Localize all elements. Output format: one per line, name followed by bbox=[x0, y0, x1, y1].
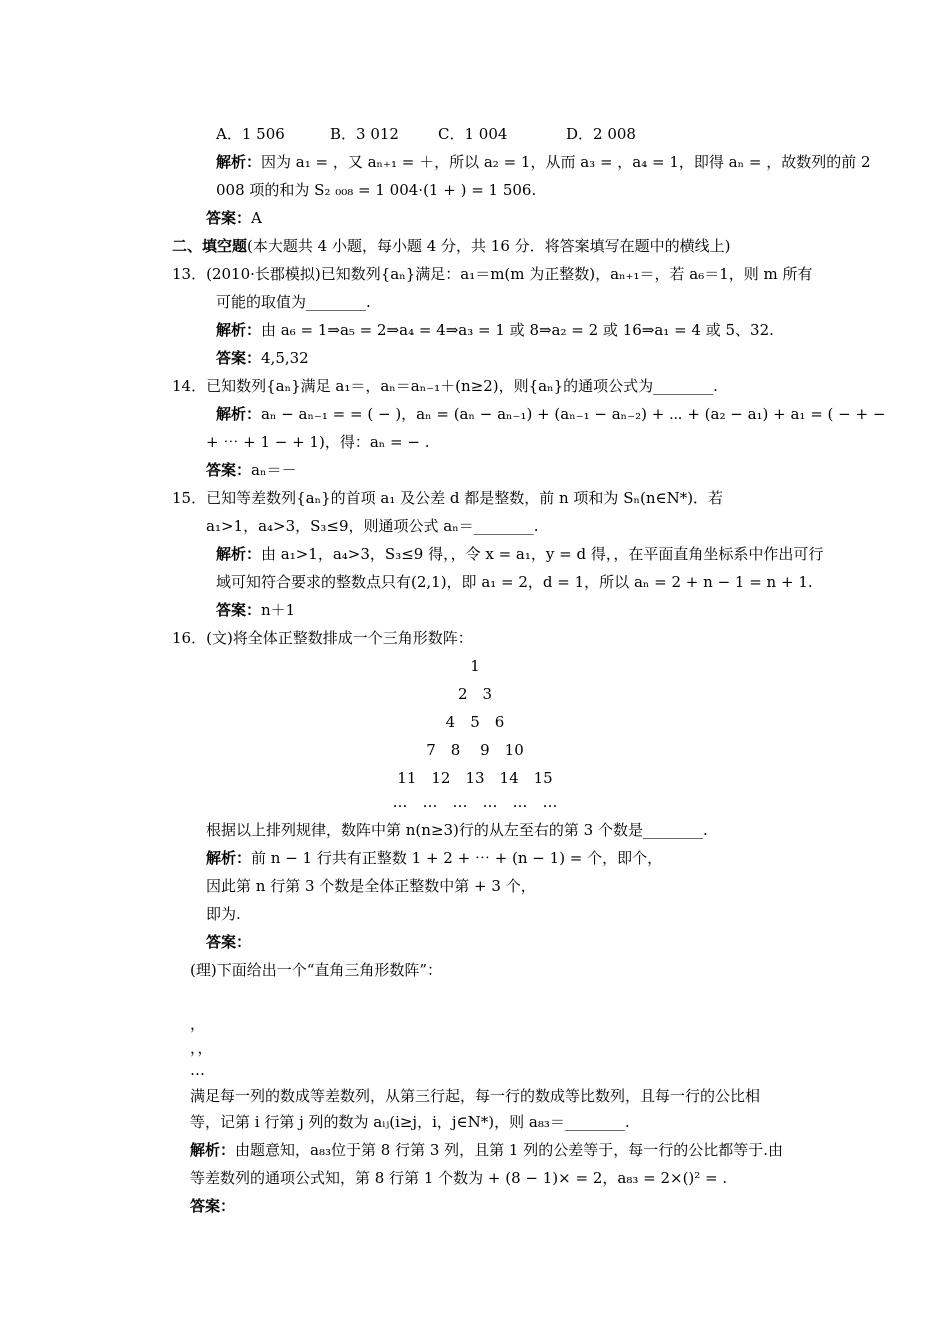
option-b: B．3 012 bbox=[330, 125, 399, 143]
solution-label: 解析： bbox=[206, 849, 252, 867]
q12-solution-line1 bbox=[216, 152, 871, 172]
q16-answer bbox=[206, 932, 251, 952]
q14-stem: 14．已知数列{aₙ}满足 a₁＝，aₙ＝aₙ₋₁＋(n≥2)，则{aₙ}的通项公式为________. bbox=[172, 377, 718, 395]
answer-text: aₙ＝－ bbox=[251, 461, 297, 479]
q16li-text-line1: 满足每一列的数成等差数列，从第三行起，每一行的数成等比数列，且每一行的公比相 bbox=[190, 1087, 761, 1105]
answer-text: A bbox=[251, 209, 262, 227]
q13-solution bbox=[216, 320, 774, 340]
triangle-row-1: 1 bbox=[470, 657, 480, 675]
q14-solution-line1 bbox=[216, 404, 885, 424]
section-heading bbox=[172, 236, 731, 256]
q13-answer bbox=[216, 348, 309, 368]
solution-text: 由题意知，a₈₃位于第 8 行第 3 列，且第 1 列的公差等于，每一行的公比都等于.由 bbox=[235, 1141, 783, 1159]
solution-label: 解析： bbox=[216, 405, 262, 423]
q12-answer bbox=[206, 208, 262, 228]
solution-label: 解析： bbox=[190, 1141, 236, 1159]
answer-label: 答案： bbox=[216, 601, 262, 619]
solution-label: 解析： bbox=[216, 545, 262, 563]
q16-stem: 16．(文)将全体正整数排成一个三角形数阵： bbox=[172, 629, 473, 647]
q16-solution-line1 bbox=[206, 848, 662, 868]
q13-stem-line2: 可能的取值为________. bbox=[216, 293, 371, 311]
q15-solution-line2: 域可知符合要求的整数点只有(2,1)，即 a₁ = 2，d = 1，所以 aₙ = 2 + n − 1 = n + 1. bbox=[216, 573, 813, 591]
triangle-row-5: 11 12 13 14 15 bbox=[397, 769, 553, 787]
q16li-solution-line2: 等差数列的通项公式知，第 8 行第 1 个数为 + (8 − 1)× = 2，a₈₃ = 2×()² = . bbox=[190, 1169, 728, 1187]
option-c: C．1 004 bbox=[438, 125, 508, 143]
option-d: D．2 008 bbox=[566, 125, 636, 143]
solution-label: 解析： bbox=[216, 321, 262, 339]
right-triangle-row-2: ，， bbox=[190, 1039, 213, 1057]
answer-label: 答案： bbox=[206, 209, 252, 227]
q16li-stem: (理)下面给出一个“直角三角形数阵”： bbox=[190, 961, 443, 979]
solution-text: 由 a₆ = 1⇒a₅ = 2⇒a₄ = 4⇒a₃ = 1 或 8⇒a₂ = 2 或 16⇒a₁ = 4 或 5、32. bbox=[261, 321, 774, 339]
answer-label: 答案： bbox=[206, 461, 252, 479]
q16-solution-line3: 即为. bbox=[206, 905, 241, 923]
answer-label: 答案： bbox=[206, 933, 252, 951]
q15-stem-line2: a₁>1，a₄>3，S₃≤9，则通项公式 aₙ＝________. bbox=[206, 517, 539, 535]
q16-solution-line2: 因此第 n 行第 3 个数是全体正整数中第 + 3 个， bbox=[206, 877, 536, 895]
solution-text: 因为 a₁ = ，又 aₙ₊₁ = ＋，所以 a₂ = 1，从而 a₃ = ，a₄ = 1，即得 aₙ = ，故数列的前 2 bbox=[261, 153, 871, 171]
q13-stem-line1: 13．(2010·长郡模拟)已知数列{aₙ}满足：a₁＝m(m 为正整数)，aₙ₊₁＝，若 a₆＝1，则 m 所有 bbox=[172, 265, 813, 283]
q14-answer bbox=[206, 460, 296, 480]
triangle-row-4: 7 8 9 10 bbox=[426, 741, 524, 759]
q16li-solution-line1 bbox=[190, 1140, 783, 1160]
triangle-row-3: 4 5 6 bbox=[445, 713, 505, 731]
q15-stem-line1: 15．已知等差数列{aₙ}的首项 a₁ 及公差 d 都是整数，前 n 项和为 Sₙ(n∈N*)．若 bbox=[172, 489, 724, 507]
answer-label: 答案： bbox=[216, 349, 262, 367]
section-desc: (本大题共 4 小题，每小题 4 分，共 16 分．将答案填写在题中的横线上) bbox=[247, 237, 731, 255]
solution-label: 解析： bbox=[216, 153, 262, 171]
q16li-answer bbox=[190, 1196, 235, 1216]
q16-question: 根据以上排列规律，数阵中第 n(n≥3)行的从左至右的第 3 个数是________. bbox=[206, 821, 708, 839]
option-a: A．1 506 bbox=[216, 125, 285, 143]
triangle-row-ellipsis: … … … … … … bbox=[392, 793, 558, 811]
q15-answer bbox=[216, 600, 295, 620]
q14-solution-line2: + ⋯ + 1 − + 1)，得：aₙ = − . bbox=[206, 433, 430, 451]
right-triangle-row-1: ， bbox=[190, 1015, 206, 1033]
section-title: 二、填空题 bbox=[172, 237, 248, 255]
right-triangle-row-ellipsis: … bbox=[190, 1061, 205, 1079]
answer-text: n＋1 bbox=[261, 601, 296, 619]
solution-text: 由 a₁>1，a₄>3，S₃≤9 得，，令 x = a₁，y = d 得，，在平面直角坐标系中作出可行 bbox=[261, 545, 824, 563]
solution-text: aₙ − aₙ₋₁ = = ( − )，aₙ = (aₙ − aₙ₋₁) + (aₙ₋₁ − aₙ₋₂) + ⋯ + (a₂ − a₁) + a₁ = ( − + − bbox=[261, 405, 886, 423]
solution-text: 前 n − 1 行共有正整数 1 + 2 + ⋯ + (n − 1) = 个，即个， bbox=[251, 849, 663, 867]
answer-text: 4,5,32 bbox=[261, 349, 309, 367]
answer-label: 答案： bbox=[190, 1197, 236, 1215]
triangle-row-2: 2 3 bbox=[457, 685, 493, 703]
q16li-text-line2: 等，记第 i 行第 j 列的数为 aᵢⱼ(i≥j，i，j∈N*)，则 a₈₃＝________. bbox=[190, 1113, 630, 1131]
q15-solution-line1 bbox=[216, 544, 823, 564]
q12-solution-line2: 008 项的和为 S₂ ₀₀₈ = 1 004·(1 + ) = 1 506. bbox=[216, 181, 537, 199]
